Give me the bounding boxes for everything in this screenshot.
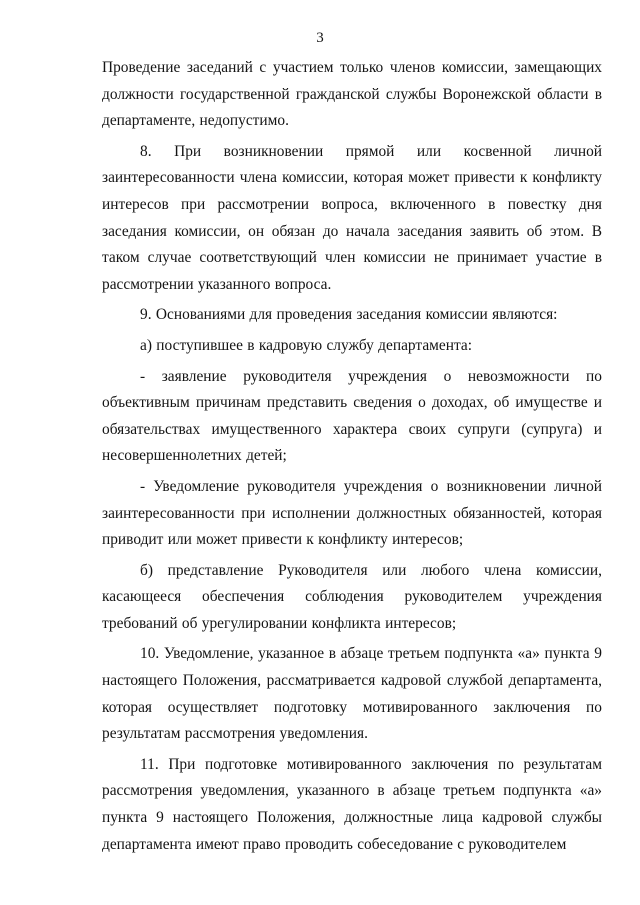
paragraph-item-10: 10. Уведомление, указанное в абзаце третьем подпункта «а» пункта 9 настоящего Положения, рассматривается кадровой службой департамента, которая осуществляет подготовку мотивированного заключения по результатам рассмотрения уведомления. [102,645,602,743]
paragraph-item-9b: б) представление Руководителя или любого члена комиссии, касающееся обеспечения соблюдения руководителем учреждения требований об урегулировании конфликта интересов; [102,561,602,632]
paragraph-item-9a-dash-1: - заявление руководителя учреждения о невозможности по объективным причинам представить сведения о доходах, об имуществе и обязательствах имущественного характера своих супруги (супруга) и несовершеннолетних детей; [102,367,602,465]
paragraph-item-9a-dash-2: - Уведомление руководителя учреждения о возникновении личной заинтересованности при исполнении должностных обязанностей, которая приводит или может привести к конфликту интересов; [102,477,602,549]
paragraph-item-8: 8. При возникновении прямой или косвенной личной заинтересованности члена комиссии, которая может привести к конфликту интересов при рассмотрении вопроса, включенного в повестку дня заседания комиссии, он обязан до начала заседания заявить об этом. В таком случае соответствующий член комиссии не принимает участие в рассмотрении указанного вопроса. [102,142,602,293]
paragraph-item-11: 11. При подготовке мотивированного заключения по результатам рассмотрения уведомления, указанного в абзаце третьем подпункта «а» пункта 9 настоящего Положения, должностные лица кадровой службы департамента имеют право проводить собеседование с руководителем [102,755,602,853]
paragraph-continuation: Проведение заседаний с участием только членов комиссии, замещающих должности государственной гражданской службы Воронежской области в департаменте, недопустимо. [102,59,602,130]
paragraph-item-9: 9. Основаниями для проведения заседания комиссии являются: [140,306,558,324]
document-body [102,55,602,862]
paragraph-item-9a: а) поступившее в кадровую службу департамента: [140,336,472,354]
page-number: 3 [316,30,324,46]
